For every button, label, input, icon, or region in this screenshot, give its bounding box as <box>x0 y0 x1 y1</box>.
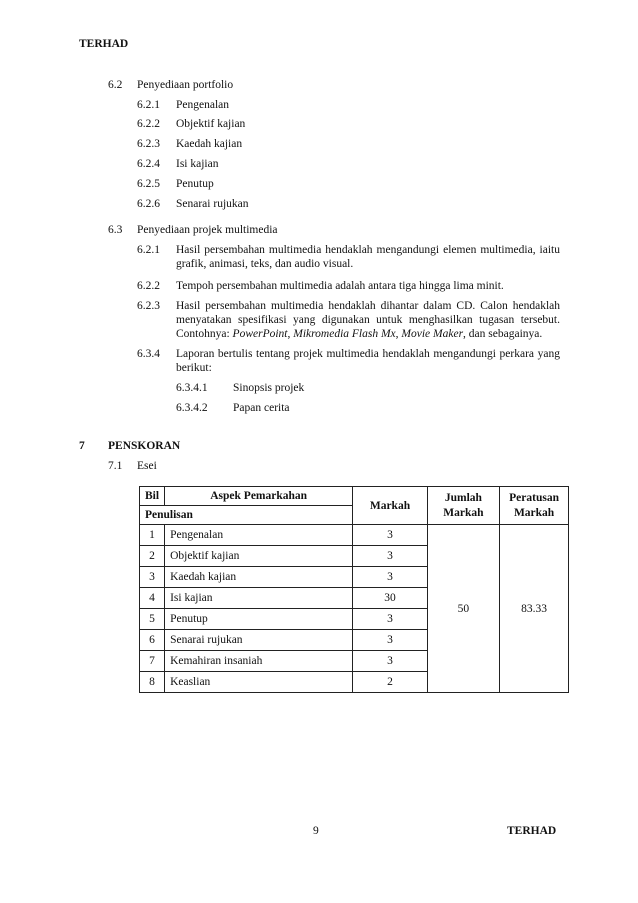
row-bil: 7 <box>140 651 165 672</box>
row-markah: 2 <box>353 672 427 693</box>
header-aspek-pemarkahan: Aspek Pemarkahan <box>165 487 353 506</box>
sub-item-text: Sinopsis projek <box>233 382 305 394</box>
list-item-text: Laporan bertulis tentang projek multimedia hendaklah mengandungi perkara yang berikut: <box>176 348 560 374</box>
header-bil: Bil <box>140 487 165 506</box>
row-bil: 1 <box>140 525 165 546</box>
row-markah: 3 <box>353 567 427 588</box>
sub-item-text: Papan cerita <box>233 402 290 414</box>
list-item-text <box>176 299 560 341</box>
row-markah: 3 <box>353 525 427 546</box>
list-item-text: Hasil persembahan multimedia hendaklah mengandungi elemen multimedia, iaitu grafik, animasi, teks, dan audio visual. <box>176 244 560 270</box>
row-markah: 3 <box>353 546 427 567</box>
header-penulisan: Penulisan <box>140 506 353 525</box>
footer-classification: TERHAD <box>507 825 557 837</box>
list-item-text: Objektif kajian <box>176 118 246 130</box>
list-item-number: 6.2.2 <box>137 118 160 130</box>
table-header-row <box>140 487 569 506</box>
row-bil: 3 <box>140 567 165 588</box>
section-7-1-title: Esei <box>137 460 157 472</box>
row-bil: 4 <box>140 588 165 609</box>
sub-item-number: 6.3.4.2 <box>176 402 208 414</box>
section-6-3-number: 6.3 <box>108 224 123 236</box>
row-markah: 3 <box>353 630 427 651</box>
row-bil: 8 <box>140 672 165 693</box>
jumlah-markah-value: 50 <box>427 525 499 693</box>
peratusan-markah-value: 83.33 <box>500 525 569 693</box>
row-aspek: Keaslian <box>165 672 353 693</box>
software-name: PowerPoint <box>232 328 288 340</box>
list-item-number: 6.2.4 <box>137 158 160 170</box>
list-item-text-part: Hasil persembahan multimedia hendaklah dihantar dalam CD. Calon hendaklah menyatakan spesifikasi yang digunakan untuk menghasilkan tugasan tersebut. Contohnya: <box>176 300 560 340</box>
list-item-number: 6.2.1 <box>137 244 160 256</box>
list-item-number: 6.2.1 <box>137 99 160 111</box>
page-number: 9 <box>313 825 319 837</box>
list-item-number: 6.2.5 <box>137 178 160 190</box>
row-bil: 6 <box>140 630 165 651</box>
sub-item-number: 6.3.4.1 <box>176 382 208 394</box>
row-aspek: Isi kajian <box>165 588 353 609</box>
list-item-number: 6.2.6 <box>137 198 160 210</box>
section-7-1-number: 7.1 <box>108 460 123 472</box>
row-aspek: Penutup <box>165 609 353 630</box>
list-item-number: 6.2.3 <box>137 138 160 150</box>
separator: , <box>287 328 294 340</box>
row-markah: 30 <box>353 588 427 609</box>
header-jumlah-markah: Jumlah Markah <box>427 487 499 525</box>
list-item-text: Senarai rujukan <box>176 198 249 210</box>
row-aspek: Pengenalan <box>165 525 353 546</box>
row-aspek: Kaedah kajian <box>165 567 353 588</box>
section-6-2-number: 6.2 <box>108 79 123 91</box>
software-name: Mikromedia Flash Mx <box>293 328 396 340</box>
header-peratusan-markah: Peratusan Markah <box>500 487 569 525</box>
list-item-text: Pengenalan <box>176 99 230 111</box>
list-item-number: 6.2.3 <box>137 300 160 312</box>
row-aspek: Objektif kajian <box>165 546 353 567</box>
software-name: Movie Maker <box>401 328 464 340</box>
list-item-number: 6.3.4 <box>137 348 160 360</box>
header-classification: TERHAD <box>79 38 129 50</box>
row-aspek: Senarai rujukan <box>165 630 353 651</box>
list-item-text: Penutup <box>176 178 214 190</box>
list-item-text: Kaedah kajian <box>176 138 243 150</box>
row-markah: 3 <box>353 609 427 630</box>
section-7-number: 7 <box>79 440 85 452</box>
section-6-3-title: Penyediaan projek multimedia <box>137 224 278 236</box>
row-aspek: Kemahiran insaniah <box>165 651 353 672</box>
row-bil: 5 <box>140 609 165 630</box>
separator: , <box>395 328 402 340</box>
list-item-number: 6.2.2 <box>137 280 160 292</box>
list-item-text-part: , dan sebagainya. <box>463 328 543 340</box>
row-markah: 3 <box>353 651 427 672</box>
list-item-text: Isi kajian <box>176 158 219 170</box>
section-7-title: PENSKORAN <box>108 440 181 452</box>
score-table <box>139 486 569 693</box>
table-row <box>140 525 569 546</box>
row-bil: 2 <box>140 546 165 567</box>
header-markah: Markah <box>353 487 427 525</box>
section-6-2-title: Penyediaan portfolio <box>137 79 234 91</box>
list-item-text: Tempoh persembahan multimedia adalah antara tiga hingga lima minit. <box>176 280 504 292</box>
